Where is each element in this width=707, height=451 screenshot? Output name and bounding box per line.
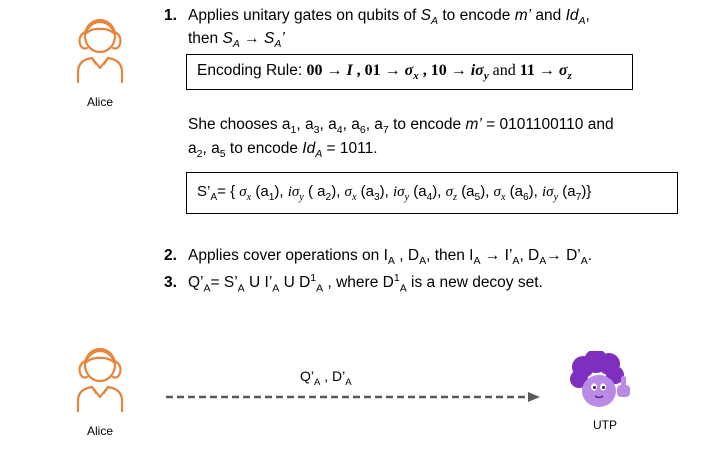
- step-2-number: 2.: [164, 247, 177, 264]
- alice-top-person-icon: [68, 14, 132, 84]
- utp-label: UTP: [593, 418, 617, 432]
- choice-line-1: She chooses $a_1$, $a_3$, $a_4$, $a_6$, $a_7$ to encode m’ = 0101100110 and: [188, 116, 614, 137]
- step-3: 3. $Q’_A=$ $S’_A$ U $I’_A$ U $D^1_A$ , where $D^1_A$ is a new decoy set.: [164, 272, 543, 295]
- transfer-label: $Q’_A$ , $D’_A$: [300, 368, 352, 388]
- sa-set-box: $S’_A=$ { $\sigma_x$ $(a_1)$, $i\sigma_y$ ( $a_2$), $\sigma_x$ $(a_3)$, $i\sigma_y$ $(a_4)$, $\sigma_z$ $(a_5)$, $\sigma_x$ $(a_6)$, $i\sigma_y$ $(a_7)$}: [186, 172, 678, 214]
- alice-top-label: Alice: [86, 95, 113, 109]
- step-1: 1. Applies unitary gates on qubits of $S_A$ to encode m’ and $Id_A$,: [164, 4, 590, 33]
- encoding-rule-box: Encoding Rule: 00 → I , $01 \to \sigma_x$ , $10 \to i\sigma_y$ and $11 \to \sigma_z$: [186, 54, 633, 90]
- alice-bottom-label: Alice: [86, 424, 113, 438]
- choice-line-2: $a_2$, $a_5$ to encode $Id_A = 1011$.: [188, 140, 378, 161]
- step-1-line-2: then $S_A \to S_A$’: [188, 30, 285, 51]
- alice-bottom-person-icon: [68, 343, 132, 413]
- step-1-number: 1.: [164, 7, 177, 24]
- utp-mascot-icon: [569, 351, 637, 411]
- encoding-rule-label: Encoding Rule:: [197, 62, 307, 79]
- step-3-number: 3.: [164, 274, 177, 292]
- step-2: 2. Applies cover operations on $I_A$ , $D_A$, then $I_A$ → $I’_A$, $D_A\to$ $D’_A$.: [164, 244, 592, 273]
- transfer-arrow: [164, 390, 544, 409]
